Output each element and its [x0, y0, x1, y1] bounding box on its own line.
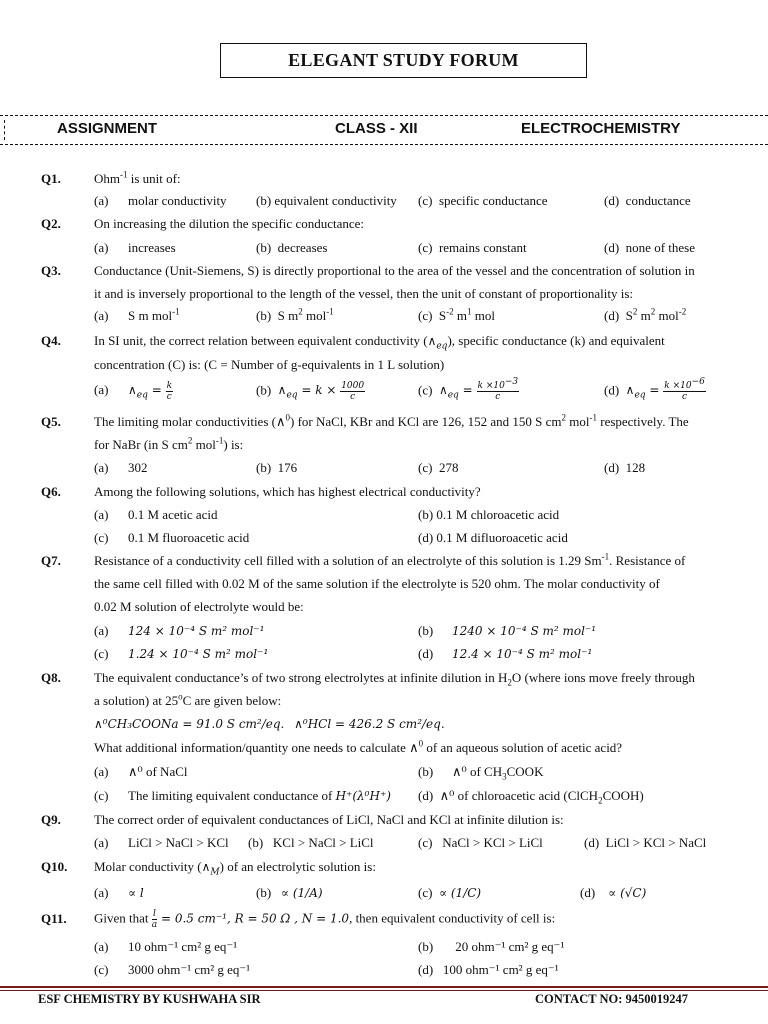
question-text: Conductance (Unit-Siemens, S) is directly proportional to the area of the vessel and the concentration of solution in: [94, 263, 695, 278]
option-a[interactable]: (a) LiCl > NaCl > KCl: [94, 835, 229, 850]
option-d[interactable]: (d) 0.1 M difluoroacetic acid: [418, 530, 568, 545]
question-text-cont: it and is inversely proportional to the length of the vessel, then the unit of constant of proportionality is:: [94, 286, 634, 301]
option-c[interactable]: (c) 1.24 × 10⁻⁴ S m² mol⁻¹: [94, 646, 269, 661]
footer-contact: CONTACT NO: 9450019247: [535, 992, 689, 1006]
question-number: Q2.: [41, 216, 61, 231]
option-a[interactable]: (a) ∝ l: [94, 885, 144, 900]
title-text: ELEGANT STUDY FORUM: [288, 50, 519, 70]
question-text: On increasing the dilution the specific conductance:: [94, 216, 365, 231]
option-b[interactable]: (b) $\wedge_{eq} = k$ × $\frac{1000}{c}$: [256, 381, 365, 402]
option-d[interactable]: (d) 100 ohm⁻¹ cm² g eq⁻¹: [418, 962, 559, 977]
option-b[interactable]: (b) S $m^2$ mol$^{-1}$: [256, 306, 334, 323]
question-text: The limiting molar conductivities (∧$^0$) for NaCl, KBr and KCl are 126, 152 and 150 S $cm^2$ mol$^{-1}$ respectively. The: [94, 412, 689, 429]
question-text-cont: a solution) at 25$^o$C are given below:: [94, 691, 282, 708]
band-divider: [4, 120, 5, 140]
option-c[interactable]: (c) The limiting equivalent conductance of H⁺(λ⁰H⁺): [94, 788, 391, 803]
footer-rule: [0, 986, 768, 988]
option-c[interactable]: (c) ∝ (1/C): [418, 885, 482, 900]
option-c[interactable]: (c) 278: [418, 460, 459, 475]
option-c[interactable]: (c) remains constant: [418, 240, 527, 255]
option-d[interactable]: (d) $S^2$ $m^2$ mol$^{-2}$: [604, 306, 687, 323]
question-number: Q3.: [41, 263, 61, 278]
question-number: Q5.: [41, 414, 61, 429]
question-text: Resistance of a conductivity cell filled with a solution of an electrolyte of this solution is 1.29 $Sm^{-1}$. Resistance of: [94, 551, 686, 568]
option-c[interactable]: (c) $S^{-2}$ $m^1$ mol: [418, 306, 496, 323]
option-c[interactable]: (c) 0.1 M fluoroacetic acid: [94, 530, 250, 545]
question-number: Q11.: [41, 911, 67, 926]
question-number: Q9.: [41, 812, 61, 827]
option-d[interactable]: (d) LiCl > KCl > NaCl: [584, 835, 707, 850]
option-a[interactable]: (a) S m mol$^{-1}$: [94, 306, 180, 323]
option-c[interactable]: (c) $\wedge_{eq}$ = $\frac{k \times 10^{-3}}{c}$: [418, 377, 519, 402]
question-text: The correct order of equivalent conductances of LiCl, NaCl and KCl at infinite dilution is:: [94, 812, 564, 827]
option-b[interactable]: (b) 176: [256, 460, 298, 475]
option-a[interactable]: (a) $\wedge_{eq}$ = $\frac{k}{c}$: [94, 381, 173, 402]
question-text-cont: What additional information/quantity one needs to calculate ∧$^0$ of an aqueous solution of acetic acid?: [94, 738, 623, 755]
option-b[interactable]: (b) 20 ohm⁻¹ cm² g eq⁻¹: [418, 939, 565, 954]
option-a[interactable]: (a) molar conductivity: [94, 193, 227, 208]
question-text-cont: concentration (C) is: (C = Number of g-equivalents in 1 L solution): [94, 357, 445, 372]
equation-line: ∧⁰CH₃COONa = 91.0 S cm²/eq. ∧⁰HCl = 426.2 S cm²/eq.: [94, 717, 445, 731]
question-number: Q6.: [41, 484, 61, 499]
option-a[interactable]: (a) increases: [94, 240, 176, 255]
option-d[interactable]: (d) $\wedge_{eq}$ = $\frac{k \times 10^{-6}}{c}$: [604, 377, 705, 402]
question-text: In SI unit, the correct relation between equivalent conductivity $(\wedge_{eq})$, specific conductance (k) and equivalent: [94, 333, 665, 352]
option-d[interactable]: (d) 128: [604, 460, 646, 475]
question-number: Q1.: [41, 171, 61, 186]
footer-rule-thin: [0, 990, 768, 991]
question-text-cont: for NaBr (in S $cm^2$ mol$^{-1}$) is:: [94, 435, 244, 452]
question-number: Q10.: [41, 859, 68, 874]
option-d[interactable]: (d) conductance: [604, 193, 691, 208]
question-number: Q7.: [41, 553, 61, 568]
option-b[interactable]: (b) equivalent conductivity: [256, 193, 397, 208]
question-text: The equivalent conductance’s of two strong electrolytes at infinite dilution in $H_2O$ (where ions move freely through: [94, 670, 695, 688]
option-a[interactable]: (a) ∧⁰ of NaCl: [94, 764, 188, 779]
question-text: Among the following solutions, which has highest electrical conductivity?: [94, 484, 481, 499]
option-a[interactable]: (a) 10 ohm⁻¹ cm² g eq⁻¹: [94, 939, 238, 954]
option-d[interactable]: (d) none of these: [604, 240, 695, 255]
option-a[interactable]: (a) 0.1 M acetic acid: [94, 507, 218, 522]
option-b[interactable]: (b) decreases: [256, 240, 328, 255]
option-b[interactable]: (b) ∝ (1/A): [256, 885, 323, 900]
option-d[interactable]: (d) ∧⁰ of chloroacetic acid (ClCH$_2$COOH): [418, 788, 644, 806]
footer-author: ESF CHEMISTRY BY KUSHWAHA SIR: [38, 992, 261, 1006]
option-b[interactable]: (b) 1240 × 10⁻⁴ S m² mol⁻¹: [418, 623, 597, 638]
question-text-cont: 0.02 M solution of electrolyte would be:: [94, 599, 304, 614]
option-d[interactable]: (d) ∝ (√C): [580, 885, 647, 900]
option-c[interactable]: (c) 3000 ohm⁻¹ cm² g eq⁻¹: [94, 962, 251, 977]
question-number: Q8.: [41, 670, 61, 685]
question-number: Q4.: [41, 333, 61, 348]
option-b[interactable]: (b) 0.1 M chloroacetic acid: [418, 507, 560, 522]
option-a[interactable]: (a) 124 × 10⁻⁴ S m² mol⁻¹: [94, 623, 265, 638]
option-c[interactable]: (c) NaCl > KCl > LiCl: [418, 835, 543, 850]
subject-label: ELECTROCHEMISTRY: [521, 120, 681, 137]
page-title: [220, 43, 587, 78]
question-text: Ohm$^{-1}$ is unit of:: [94, 169, 181, 186]
question-text-cont: the same cell filled with 0.02 M of the same solution if the electrolyte is 520 ohm. The molar conductivity of: [94, 576, 660, 591]
option-a[interactable]: (a) 302: [94, 460, 148, 475]
class-label: CLASS - XII: [335, 120, 418, 137]
option-b[interactable]: (b) KCl > NaCl > LiCl: [248, 835, 374, 850]
option-d[interactable]: (d) 12.4 × 10⁻⁴ S m² mol⁻¹: [418, 646, 593, 661]
assignment-label: ASSIGNMENT: [57, 120, 158, 137]
question-text: Molar conductivity $(\wedge_M)$ of an electrolytic solution is:: [94, 859, 376, 878]
option-b[interactable]: (b) ∧⁰ of $CH_3COOK$: [418, 764, 544, 782]
option-c[interactable]: (c) specific conductance: [418, 193, 548, 208]
question-text: Given that $\frac{l}{a}$ = 0.5 cm⁻¹, R = 50 Ω , N = 1.0, then equivalent conductivity of cell is:: [94, 909, 556, 930]
